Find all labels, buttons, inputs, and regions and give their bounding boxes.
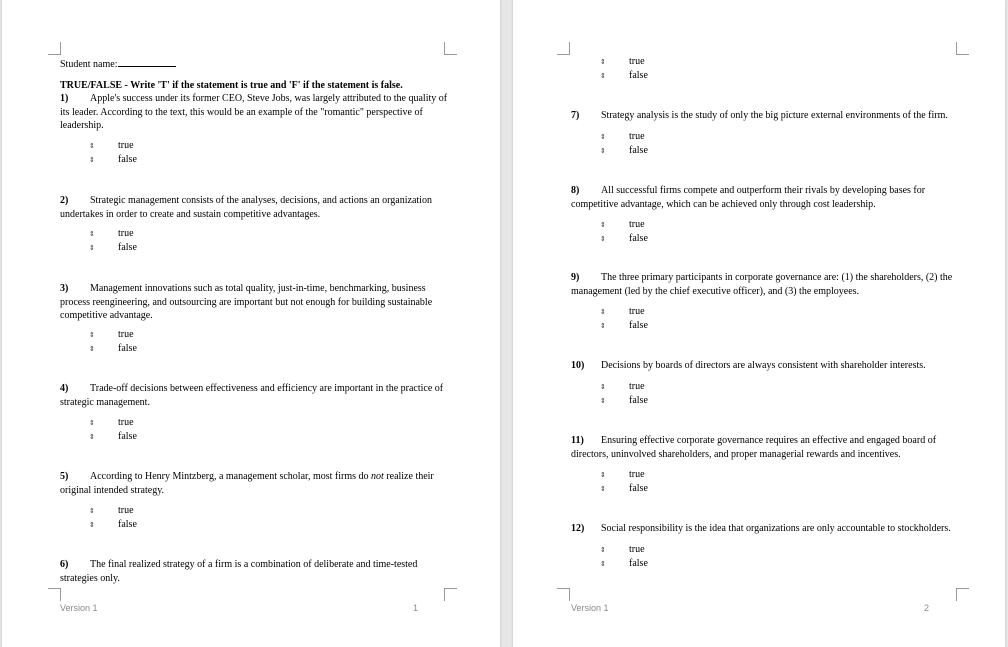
option-label: true [118,140,134,151]
question-text: According to Henry Mintzberg, a management scholar, most firms do [90,471,372,482]
option-label: false [629,145,648,156]
crop-mark-top-right [956,42,969,55]
crop-mark-bottom-right [956,588,969,601]
option-label: false [118,519,137,530]
option-label: true [629,469,645,480]
option-label: false [118,343,137,354]
student-name-label: Student name: [60,59,118,70]
option-label: true [629,131,645,142]
option-label: false [629,320,648,331]
footer-page-number: 1 [413,603,419,613]
option-label: false [118,242,137,253]
question-text: Trade-off decisions between effectiveness and efficiency are important in the practice of strategic management. [60,383,444,408]
question-text: Management innovations such as total quality, just-in-time, benchmarking, business process reengineering, and outsourcing are important but not enough for building sustainable competitive advantage. [60,283,433,321]
student-name-field[interactable] [60,57,176,72]
question-number: 11) [571,435,584,446]
question-number: 4) [60,383,69,394]
option-label: false [629,558,648,569]
question-text: Social responsibility is the idea that organizations are only accountable to stockholders. [601,523,951,534]
option-label: true [629,219,645,230]
radio-bullet-icon[interactable]: ⇕ [89,230,95,238]
option-label: false [629,483,648,494]
document-page-2 [513,0,1005,647]
radio-bullet-icon[interactable]: ⇕ [600,546,606,554]
option-label: true [629,544,645,555]
question-9 [571,271,955,298]
question-number: 7) [571,110,580,121]
radio-bullet-icon[interactable]: ⇕ [600,58,606,66]
crop-mark-bottom-left [557,588,570,601]
option-label: true [629,56,645,67]
question-number: 3) [60,283,69,294]
question-text: realize their original intended strategy. [60,471,434,496]
option-label: true [629,381,645,392]
question-number: 10) [571,360,585,371]
option-label: false [118,431,137,442]
option-label: false [629,395,648,406]
radio-bullet-icon[interactable]: ⇕ [89,507,95,515]
radio-bullet-icon[interactable]: ⇕ [600,397,606,405]
radio-bullet-icon[interactable]: ⇕ [600,485,606,493]
question-1 [60,92,448,133]
student-name-blank[interactable] [118,57,176,67]
option-label: false [118,154,137,165]
question-number: 6) [60,559,69,570]
crop-mark-top-left [48,42,61,55]
question-number: 2) [60,195,69,206]
question-text: The final realized strategy of a firm is a combination of deliberate and time-tested strategies only. [60,559,418,584]
question-text: Apple's success under its former CEO, Steve Jobs, was largely attributed to the quality of its leader. According to the text, this would be an example of the "romantic" perspective of leadership. [60,93,448,131]
option-label: true [118,417,134,428]
radio-bullet-icon[interactable]: ⇕ [600,322,606,330]
radio-bullet-icon[interactable]: ⇕ [89,345,95,353]
question-text: Ensuring effective corporate governance requires an effective and engaged board of directors, uninvolved shareholders, and proper managerial rewards and incentives. [571,435,937,460]
radio-bullet-icon[interactable]: ⇕ [600,133,606,141]
crop-mark-bottom-right [444,588,457,601]
option-label: true [118,228,134,239]
question-text: All successful firms compete and outperform their rivals by developing bases for competitive advantage, which can be achieved only through cost leadership. [571,185,926,210]
question-6 [60,558,448,585]
question-10 [571,359,955,373]
crop-mark-bottom-left [48,588,61,601]
footer-page-number: 2 [924,603,930,613]
radio-bullet-icon[interactable]: ⇕ [89,142,95,150]
question-5 [60,470,448,497]
footer-version: Version 1 [60,603,98,613]
question-4 [60,382,448,409]
question-text: Decisions by boards of directors are always consistent with shareholder interests. [601,360,926,371]
option-label: true [118,505,134,516]
question-number: 5) [60,471,69,482]
radio-bullet-icon[interactable]: ⇕ [89,521,95,529]
radio-bullet-icon[interactable]: ⇕ [600,72,606,80]
instructions: TRUE/FALSE - Write 'T' if the statement is true and 'F' if the statement is false. [60,80,403,91]
question-7 [571,109,955,123]
question-2 [60,194,448,221]
radio-bullet-icon[interactable]: ⇕ [600,471,606,479]
question-emphasis: not [371,471,384,482]
question-3 [60,282,448,323]
radio-bullet-icon[interactable]: ⇕ [600,235,606,243]
question-text: Strategic management consists of the analyses, decisions, and actions an organization undertakes in order to create and sustain competitive advantages. [60,195,432,220]
radio-bullet-icon[interactable]: ⇕ [89,156,95,164]
radio-bullet-icon[interactable]: ⇕ [600,560,606,568]
radio-bullet-icon[interactable]: ⇕ [600,147,606,155]
radio-bullet-icon[interactable]: ⇕ [89,331,95,339]
question-number: 9) [571,272,580,283]
option-label: false [629,70,648,81]
crop-mark-top-right [444,42,457,55]
radio-bullet-icon[interactable]: ⇕ [89,244,95,252]
question-11 [571,434,955,461]
question-number: 8) [571,185,580,196]
question-number: 12) [571,523,585,534]
crop-mark-top-left [557,42,570,55]
radio-bullet-icon[interactable]: ⇕ [600,221,606,229]
option-label: true [629,306,645,317]
question-number: 1) [60,93,69,104]
radio-bullet-icon[interactable]: ⇕ [89,433,95,441]
footer-version: Version 1 [571,603,609,613]
option-label: false [629,233,648,244]
radio-bullet-icon[interactable]: ⇕ [89,419,95,427]
question-text: The three primary participants in corporate governance are: (1) the shareholders, (2) the management (led by the chief executive officer), and (3) the employees. [571,272,953,297]
option-label: true [118,329,134,340]
question-8 [571,184,955,211]
question-12 [571,522,955,536]
question-text: Strategy analysis is the study of only the big picture external environments of the firm. [601,110,948,121]
radio-bullet-icon[interactable]: ⇕ [600,383,606,391]
radio-bullet-icon[interactable]: ⇕ [600,308,606,316]
document-page-1 [2,0,500,647]
